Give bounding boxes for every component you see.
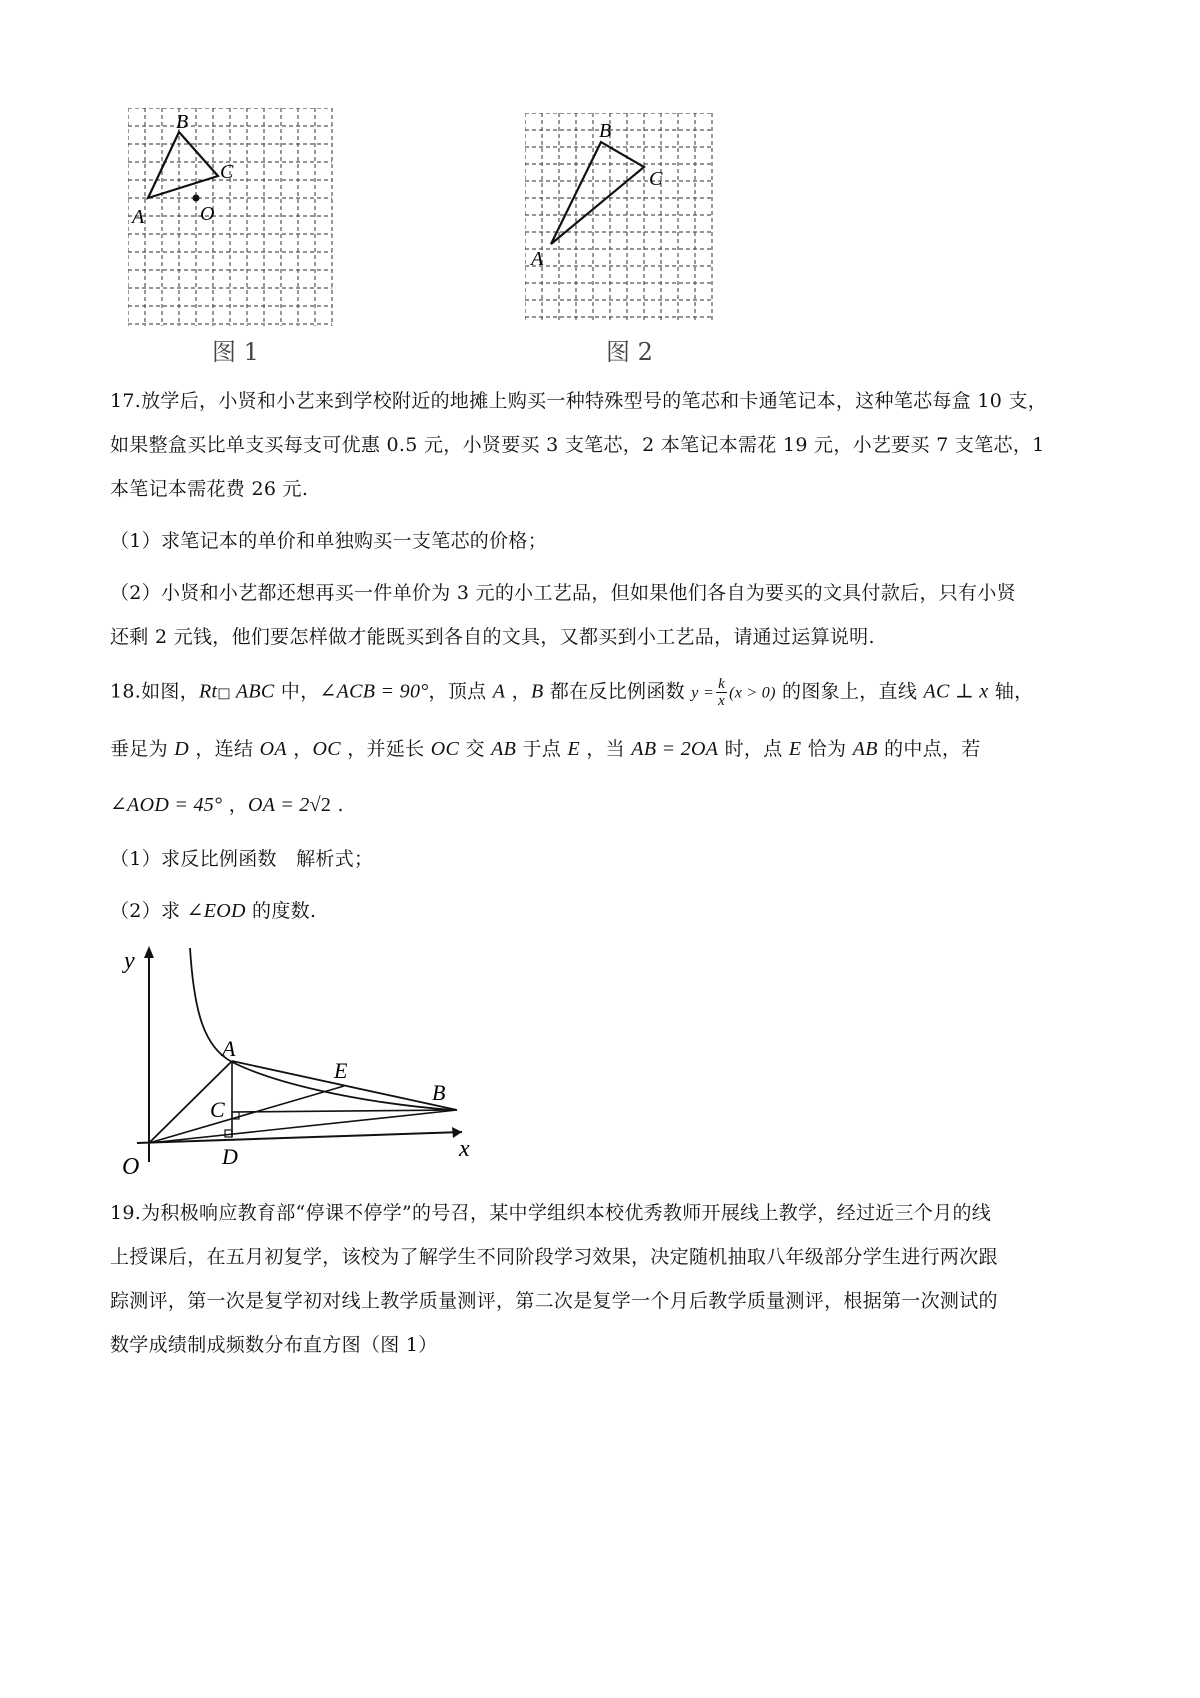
segment-cb	[232, 1110, 457, 1112]
q18-text: ，	[505, 680, 531, 703]
x-axis	[137, 1132, 462, 1143]
q18-segment-ab: AB	[491, 738, 517, 760]
q18-perpendicular: AC ⊥ x	[923, 680, 989, 703]
q18-fraction	[716, 676, 727, 709]
q18-text: 的中点，若	[877, 738, 981, 760]
label-b: B	[432, 1080, 446, 1105]
q18-text: 都在反比例函数	[543, 680, 692, 703]
label-o: O	[200, 203, 215, 225]
q17-part-1: （1）求笔记本的单价和单独购买一支笔芯的价格；	[110, 530, 547, 552]
q18-rt: Rt	[199, 680, 218, 703]
q18-abc: ABC	[230, 680, 275, 703]
q18-angle-aod: ∠AOD = 45°	[110, 794, 223, 816]
q18-line-3	[110, 790, 1100, 820]
q18-condition: (x > 0)	[729, 684, 776, 702]
q18-fraction-denominator: x	[718, 693, 726, 709]
label-b: B	[176, 111, 189, 133]
q18-text: 18.如图，	[110, 680, 200, 703]
label-o: O	[122, 1154, 140, 1180]
q18-point-e: E	[788, 738, 802, 760]
q18-point-a: A	[492, 680, 506, 703]
point-o	[193, 195, 200, 202]
q18-part-2	[110, 896, 1100, 926]
label-c: C	[649, 168, 663, 190]
label-a: A	[531, 248, 544, 270]
label-x: x	[459, 1136, 470, 1162]
q18-text: ，顶点	[428, 680, 493, 703]
q18-line-2	[110, 734, 1100, 764]
q17-part-2-line-2: 还剩 2 元钱，他们要怎样做才能既买到各自的文具，又都买到小工艺品，请通过运算说明.	[110, 626, 875, 648]
q18-angle-eod: ∠EOD	[186, 900, 246, 922]
q18-equation-ab: AB = 2OA	[631, 738, 719, 760]
figure-3-coordinate-diagram	[112, 932, 482, 1182]
triangle-abc	[148, 132, 218, 198]
q17-part-2-line-1: （2）小贤和小艺都还想再买一件单价为 3 元的小工艺品，但如果他们各自为要买的文具付款后，只有小贤	[110, 582, 1016, 604]
figure-1-grid	[128, 108, 343, 333]
figure-1-caption: 图 1	[212, 338, 259, 366]
label-a: A	[222, 1036, 236, 1061]
q18-text: 时，点	[718, 738, 789, 760]
q18-segment-ab: AB	[852, 738, 878, 760]
q18-text: ，	[222, 794, 248, 816]
q18-segment-oc: OC	[312, 738, 341, 760]
q18-text: .	[331, 794, 344, 816]
q18-text: 轴，	[988, 680, 1034, 703]
q18-angle-acb: ∠ACB = 90°	[319, 680, 429, 703]
q18-y-equals: y =	[691, 684, 715, 702]
triangle-abc	[551, 142, 644, 244]
label-y: y	[124, 948, 135, 974]
q18-segment-oc: OC	[430, 738, 460, 760]
label-e: E	[334, 1058, 348, 1083]
figure-2-grid	[525, 113, 735, 328]
q18-text: 于点	[516, 738, 568, 760]
q18-text: ，	[286, 738, 313, 760]
label-b: B	[599, 120, 612, 142]
q18-text: ，连结	[189, 738, 260, 760]
q17-line-1: 17.放学后，小贤和小艺来到学校附近的地摊上购买一种特殊型号的笔芯和卡通笔记本，这种笔芯每盒 10 支，	[110, 390, 1048, 412]
q18-text: 的图象上，直线	[775, 680, 924, 703]
q18-point-e: E	[567, 738, 581, 760]
q18-point-d: D	[174, 738, 189, 760]
q18-text: 恰为	[801, 738, 853, 760]
q18-text: ，并延长	[340, 738, 431, 760]
q19-line-1: 19.为积极响应教育部“停课不停学”的号召，某中学组织本校优秀教师开展线上教学，经过近三个月的线	[110, 1202, 992, 1224]
q19-line-3: 踪测评，第一次是复学初对线上教学质量测评，第二次是复学一个月后教学质量测评，根据第一次测试的	[110, 1290, 998, 1312]
y-axis-arrow	[144, 946, 154, 958]
q18-text: 的度数.	[245, 900, 317, 922]
q17-line-2: 如果整盒买比单支买每支可优惠 0.5 元，小贤要买 3 支笔芯，2 本笔记本需花 19 元，小艺要买 7 支笔芯，1	[110, 434, 1045, 456]
q19-line-4: 数学成绩制成频数分布直方图（图 1）	[110, 1334, 438, 1356]
q18-line-1	[110, 676, 1100, 709]
q18-point-b: B	[530, 680, 544, 703]
q18-text: ，当	[580, 738, 632, 760]
hyperbola-curve	[190, 948, 452, 1110]
q17-line-3: 本笔记本需花费 26 元.	[110, 478, 309, 500]
label-a: A	[132, 206, 145, 228]
q18-text: 交	[459, 738, 492, 760]
q18-fraction-numerator: k	[718, 676, 726, 692]
q18-text: 中，	[274, 680, 320, 703]
grid-lines	[128, 108, 332, 326]
q18-box-glyph: □	[217, 685, 231, 702]
q18-sqrt: √2	[309, 794, 332, 816]
label-c: C	[210, 1097, 225, 1122]
q18-oa-value: OA = 2	[248, 794, 310, 816]
q19-line-2: 上授课后，在五月初复学，该校为了解学生不同阶段学习效果，决定随机抽取八年级部分学生进行两次跟	[110, 1246, 998, 1268]
q18-segment-oa: OA	[259, 738, 287, 760]
figure-2-caption: 图 2	[606, 338, 653, 366]
label-c: C	[220, 161, 234, 183]
grid-lines	[525, 113, 712, 321]
q18-part-1: （1）求反比例函数 解析式；	[110, 848, 374, 870]
q18-text: （2）求	[110, 900, 187, 922]
q18-text: 垂足为	[110, 738, 175, 760]
label-d: D	[222, 1144, 238, 1169]
